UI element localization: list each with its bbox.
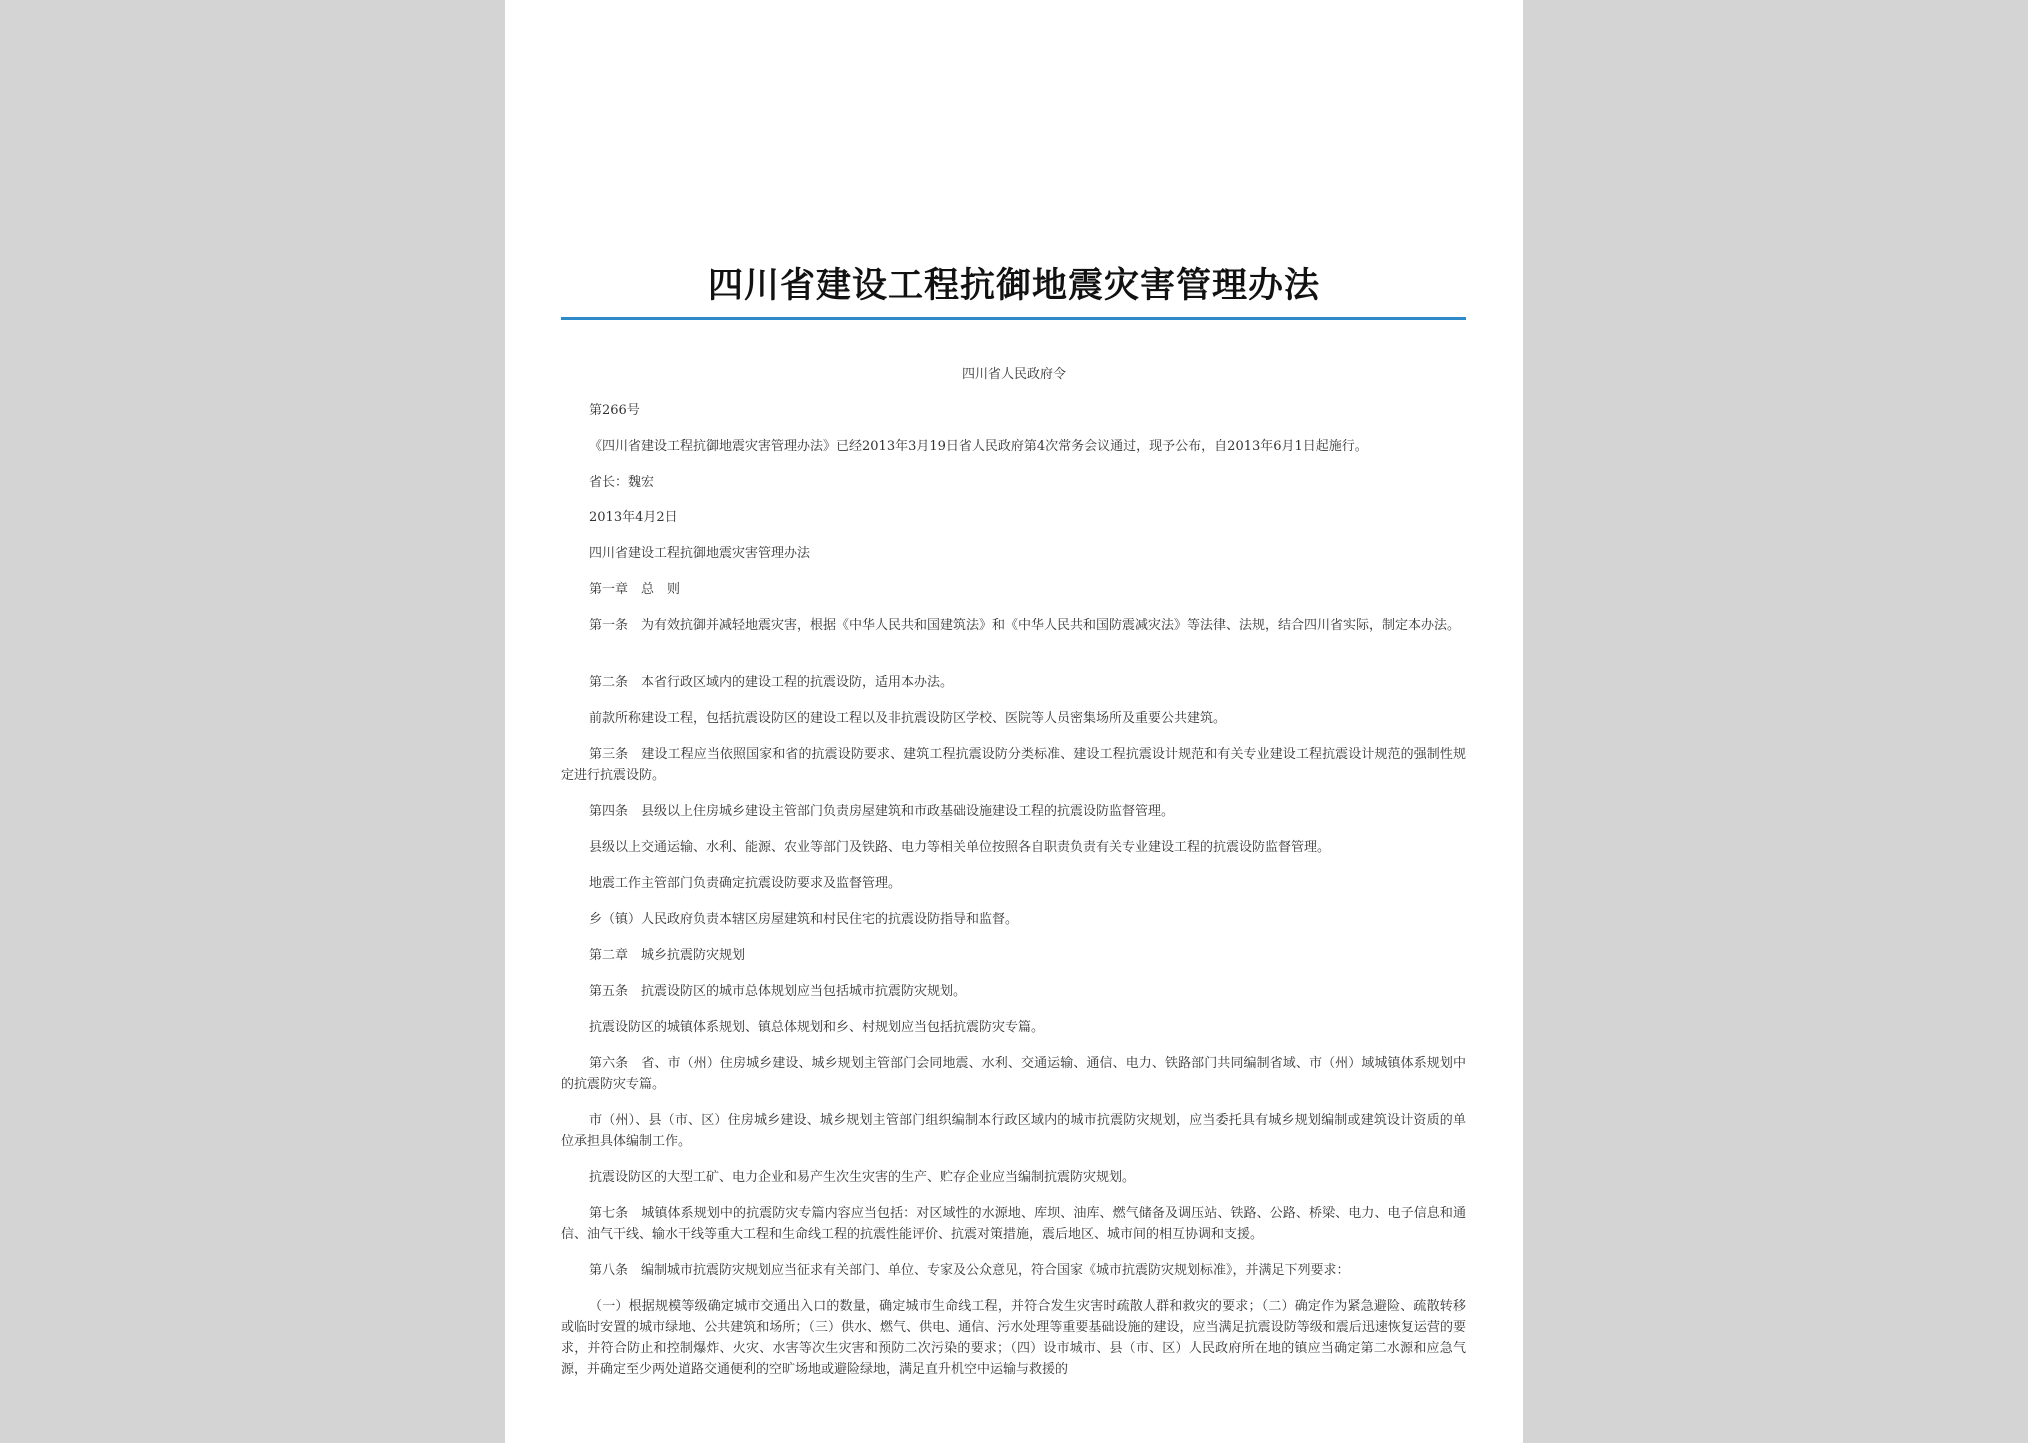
article-paragraph: 第八条 编制城市抗震防灾规划应当征求有关部门、单位、专家及公众意见，符合国家《城市抗震防灾规划标准》，并满足下列要求： [589,1263,1350,1278]
article-paragraph: 第四条 县级以上住房城乡建设主管部门负责房屋建筑和市政基础设施建设工程的抗震设防监督管理。 [589,804,1175,819]
governor-signature: 省长：魏宏 [589,475,655,490]
article-paragraph: 前款所称建设工程，包括抗震设防区的建设工程以及非抗震设防区学校、医院等人员密集场所及重要公共建筑。 [589,711,1227,726]
article-paragraph: （一）根据规模等级确定城市交通出入口的数量，确定城市生命线工程，并符合发生灾害时疏散人群和救灾的要求；（二）确定作为紧急避险、疏散转移或临时安置的城市绿地、公共建筑和场所；（三）供水、燃气、供电、通信、污水处理等重要基础设施的建设，应当满足抗震设防等级和震后迅速恢复运营的要求，并符合防止和控制爆炸、火灾、水害等次生灾害和预防二次污染的要求；（四）设市城市、县（市、区）人民政府所在地的镇应当确定第二水源和应急气源，并确定至少两处道路交通便利的空旷场地或避险绿地，满足直升机空中运输与救援的 [561,1299,1466,1377]
article-paragraph: 县级以上交通运输、水利、能源、农业等部门及铁路、电力等相关单位按照各自职责负责有关专业建设工程的抗震设防监督管理。 [589,840,1331,855]
order-number: 第266号 [589,403,640,418]
announcement: 《四川省建设工程抗御地震灾害管理办法》已经2013年3月19日省人民政府第4次常务会议通过，现予公布，自2013年6月1日起施行。 [589,439,1368,454]
issue-date: 2013年4月2日 [589,510,678,525]
article-paragraph: 地震工作主管部门负责确定抗震设防要求及监督管理。 [589,876,902,891]
article-paragraph: 第三条 建设工程应当依照国家和省的抗震设防要求、建筑工程抗震设防分类标准、建设工程抗震设计规范和有关专业建设工程抗震设计规范的强制性规定进行抗震设防。 [561,747,1466,783]
article-paragraph: 第二条 本省行政区域内的建设工程的抗震设防，适用本办法。 [589,675,954,690]
article-paragraph: 市（州）、县（市、区）住房城乡建设、城乡规划主管部门组织编制本行政区域内的城市抗震防灾规划，应当委托具有城乡规划编制或建筑设计资质的单位承担具体编制工作。 [561,1113,1466,1149]
article-paragraph: 抗震设防区的大型工矿、电力企业和易产生次生灾害的生产、贮存企业应当编制抗震防灾规划。 [589,1170,1136,1185]
document-name: 四川省建设工程抗御地震灾害管理办法 [589,546,811,561]
article-paragraph: 抗震设防区的城镇体系规划、镇总体规划和乡、村规划应当包括抗震防灾专篇。 [589,1020,1045,1035]
article-paragraph: 乡（镇）人民政府负责本辖区房屋建筑和村民住宅的抗震设防指导和监督。 [589,912,1019,927]
chapter-heading: 第一章 总 则 [589,582,681,597]
article-paragraph: 第六条 省、市（州）住房城乡建设、城乡规划主管部门会同地震、水利、交通运输、通信、电力、铁路部门共同编制省域、市（州）域城镇体系规划中的抗震防灾专篇。 [561,1056,1466,1092]
chapter-heading: 第二章 城乡抗震防灾规划 [589,948,746,963]
article-paragraph: 第七条 城镇体系规划中的抗震防灾专篇内容应当包括：对区域性的水源地、库坝、油库、燃气储备及调压站、铁路、公路、桥梁、电力、电子信息和通信、油气干线、输水干线等重大工程和生命线工程的抗震性能评价、抗震对策措施，震后地区、城市间的相互协调和支援。 [561,1206,1466,1242]
article-paragraph: 第一条 为有效抗御并减轻地震灾害，根据《中华人民共和国建筑法》和《中华人民共和国防震减灾法》等法律、法规，结合四川省实际，制定本办法。 [589,618,1461,633]
title-divider [561,317,1466,320]
issuer-line: 四川省人民政府令 [961,367,1066,382]
document-page [505,0,1523,1443]
article-paragraph: 第五条 抗震设防区的城市总体规划应当包括城市抗震防灾规划。 [589,984,967,999]
document-title: 四川省建设工程抗御地震灾害管理办法 [707,266,1320,306]
